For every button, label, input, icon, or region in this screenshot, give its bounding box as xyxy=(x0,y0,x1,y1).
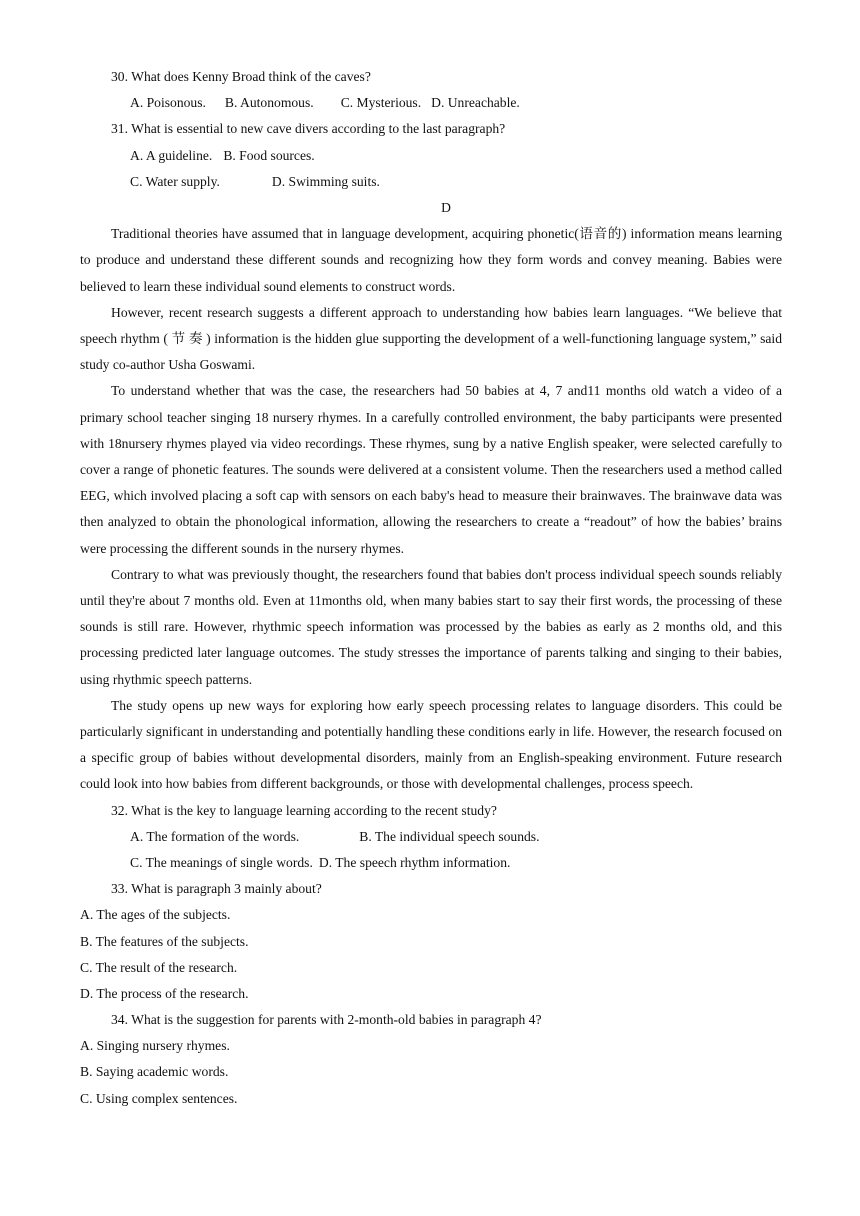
paragraph-1-text: Traditional theories have assumed that in language development, acquiring phonetic(语音的) information means learning to produce and understand these different sounds and recognizing how they form words and convey meaning. Babies were believed to learn these individual sound elements to construct words. xyxy=(80,226,782,294)
question-33-option-a: A. The ages of the subjects. xyxy=(80,907,231,923)
option-c: C. The meanings of single words. xyxy=(130,854,313,870)
option-c: C. Mysterious. xyxy=(340,95,422,111)
paragraph-1 xyxy=(80,221,782,300)
question-34-stem: 34. What is the suggestion for parents with 2-month-old babies in paragraph 4? xyxy=(111,1012,542,1028)
paragraph-4-text: Contrary to what was previously thought, the researchers found that babies don't process individual speech sounds reliably until they're about 7 months old. Even at 11months old, when many babies start to say their first words, the processing of these sounds is still rare. However, rhythmic speech information was processed by the babies as early as 2 months old, and this processing predicted later language outcomes. The study stresses the importance of parents talking and singing to their babies, using rhythmic speech patterns. xyxy=(80,566,782,687)
question-32-stem: 32. What is the key to language learning according to the recent study? xyxy=(111,802,497,818)
option-a: A. Poisonous. xyxy=(130,95,206,111)
question-31-options-row2 xyxy=(80,169,782,195)
question-32-options-row1 xyxy=(80,824,782,850)
option-b: B. Food sources. xyxy=(223,147,315,163)
paragraph-4 xyxy=(80,562,782,693)
question-33-option-b: B. The features of the subjects. xyxy=(80,933,249,949)
question-34-option-b: B. Saying academic words. xyxy=(80,1064,229,1080)
section-label: D xyxy=(441,199,451,215)
question-31-options-row1 xyxy=(80,143,782,169)
question-30-options xyxy=(80,90,782,116)
option-c: C. Water supply. xyxy=(130,173,220,189)
document-page xyxy=(80,64,782,1112)
option-d: D. Unreachable. xyxy=(431,95,520,111)
question-33-option-c: C. The result of the research. xyxy=(80,959,238,975)
question-33-option-d: D. The process of the research. xyxy=(80,985,249,1001)
question-33-stem: 33. What is paragraph 3 mainly about? xyxy=(111,881,322,897)
question-34-option-a: A. Singing nursery rhymes. xyxy=(80,1038,230,1054)
option-d: D. The speech rhythm information. xyxy=(318,854,511,870)
paragraph-3 xyxy=(80,378,782,561)
paragraph-2-text: However, recent research suggests a different approach to understanding how babies learn languages. “We believe that speech rhythm ( 节 奏 ) information is the hidden glue supporting the development of a well-functioning language system,” said study co-author Usha Goswami. xyxy=(80,304,782,373)
paragraph-2 xyxy=(80,300,782,379)
question-32-options-row2 xyxy=(80,850,782,876)
option-a: A. A guideline. xyxy=(130,147,213,163)
option-b: B. The individual speech sounds. xyxy=(359,828,540,844)
option-d: D. Swimming suits. xyxy=(271,173,380,189)
question-34-option-c: C. Using complex sentences. xyxy=(80,1090,238,1106)
paragraph-3-text: To understand whether that was the case, the researchers had 50 babies at 4, 7 and11 months old watch a video of a primary school teacher singing 18 nursery rhymes. In a carefully controlled environment, the baby participants were presented with 18nursery rhymes played via video recordings. These rhymes, sung by a native English speaker, were selected carefully to cover a range of phonetic features. The sounds were delivered at a consistent volume. Then the researchers used a method called EEG, which involved placing a soft cap with sensors on each baby's head to measure their brainwaves. The brainwave data was then analyzed to obtain the phonological information, allowing the researchers to create a “readout” of how the babies’ brains were processing the different sounds in the nursery rhymes. xyxy=(80,383,782,556)
paragraph-5-text: The study opens up new ways for exploring how early speech processing relates to language disorders. This could be particularly significant in understanding and potentially handling these conditions early in life. However, the research focused on a specific group of babies without developmental disorders, mainly from an English-speaking environment. Future research could look into how babies from different backgrounds, or those with developmental challenges, process speech. xyxy=(80,697,782,792)
question-30-stem: 30. What does Kenny Broad think of the caves? xyxy=(111,69,371,84)
option-b: B. Autonomous. xyxy=(224,95,314,111)
option-a: A. The formation of the words. xyxy=(130,828,300,844)
paragraph-5 xyxy=(80,693,782,798)
question-31-stem: 31. What is essential to new cave divers according to the last paragraph? xyxy=(111,121,506,137)
